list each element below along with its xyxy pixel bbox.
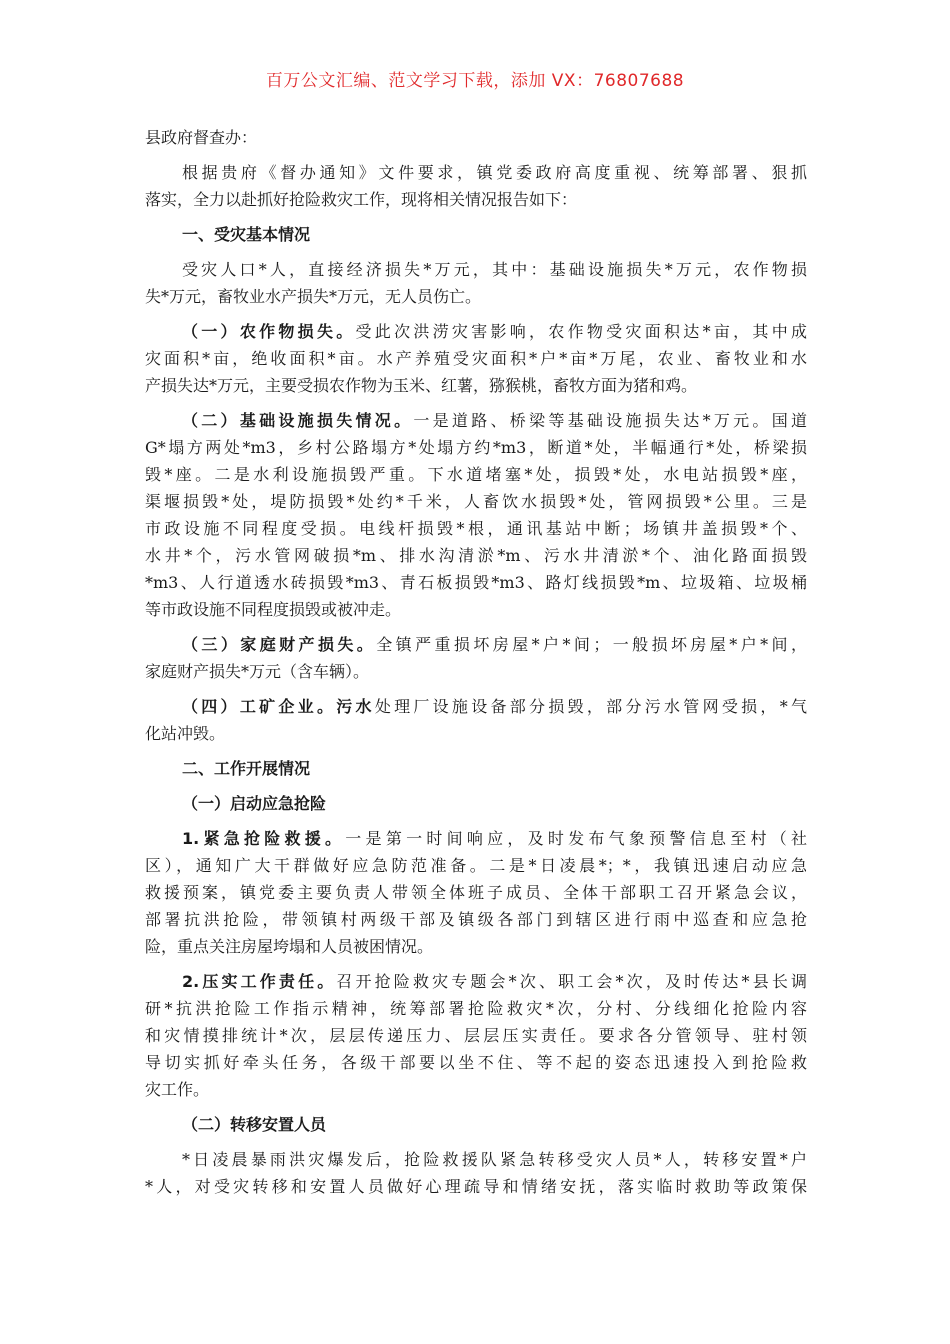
- enterprise-loss-label: （四）工矿企业。: [182, 697, 337, 716]
- crop-loss-label: （一）农作物损失。: [182, 322, 356, 341]
- section2-heading: 二、工作开展情况: [182, 759, 311, 778]
- intro-paragraph: 根据贵府《督办通知》文件要求，镇党委政府高度重视、统筹部署、狠抓 落实，全力以赴抓好抢险救灾工作，现将相关情况报告如下：: [145, 163, 807, 209]
- salutation: 县政府督查办：: [145, 128, 258, 147]
- subsection-emergency-heading: （一）启动应急抢险: [182, 794, 327, 813]
- household-loss-label: （三）家庭财产损失。: [182, 635, 377, 654]
- infrastructure-loss-paragraph: （二）基础设施损失情况。一是道路、桥梁等基础设施损失达*万元。国道 G*塌方两处*m3，乡村公路塌方*处塌方约*m3，断道*处，半幅通行*处，桥梁损 毁*座。二是水利设施损毁严重。下水道堵塞*处，损毁*处，水电站损毁*座， 渠堰损毁*处，堤防损毁*处约*千米，人畜饮水损毁*处，管网损毁*公里。三是 市政设施不同程度受损。电线杆损毁*根，通讯基站中断；场镇井盖损毁*个、 水井*个，污水管网破损*m、排水沟清淤*m、污水井清淤*个、油化路面损毁 *m3、人行道透水砖损毁*m3、青石板损毁*m3、路灯线损毁*m、垃圾箱、垃圾桶 等市政设施不同程度损毁或被冲走。: [145, 411, 807, 619]
- enterprise-loss-paragraph: （四）工矿企业。污水处理厂设施设备部分损毁，部分污水管网受损，*气 化站冲毁。: [145, 697, 807, 743]
- promo-banner: 百万公文汇编、范文学习下载，添加 VX：76807688: [265, 71, 685, 91]
- responsibility-paragraph: 2.压实工作责任。召开抢险救灾专题会*次、职工会*次，及时传达*县长调 研*抗洪抢险工作指示精神，统筹部署抢险救灾*次，分村、分线细化抢险内容 和灾情摸排统计*次，层层传递压力、层层压实责任。要求各分管领导、驻村领 导切实抓好牵头任务，各级干部要以坐不住、等不起的姿态迅速投入到抢险救 灾工作。: [145, 972, 807, 1099]
- relocation-paragraph: *日凌晨暴雨洪灾爆发后，抢险救援队紧急转移受灾人员*人，转移安置*户 *人，对受灾转移和安置人员做好心理疏导和情绪安抚，落实临时救助等政策保: [145, 1150, 807, 1196]
- crop-loss-paragraph: （一）农作物损失。受此次洪涝灾害影响，农作物受灾面积达*亩，其中成 灾面积*亩，绝收面积*亩。水产养殖受灾面积*户*亩*万尾，农业、畜牧业和水 产损失达*万元，主要受损农作物为玉米、红薯，猕猴桃，畜牧方面为猪和鸡。: [145, 322, 807, 395]
- emergency-rescue-paragraph: 1.紧急抢险救援。一是第一时间响应，及时发布气象预警信息至村（社 区），通知广大干群做好应急防范准备。二是*日凌晨*；*，我镇迅速启动应急 救援预案，镇党委主要负责人带领全体班子成员、全体干部职工召开紧急会议， 部署抗洪抢险，带领镇村两级干部及镇级各部门到辖区进行雨中巡查和应急抢 险，重点关注房屋垮塌和人员被困情况。: [145, 829, 807, 956]
- infrastructure-loss-label: （二）基础设施损失情况。: [182, 411, 414, 430]
- section1-heading: 一、受灾基本情况: [182, 225, 311, 244]
- section1-summary: 受灾人口*人，直接经济损失*万元，其中：基础设施损失*万元，农作物损 失*万元，畜牧业水产损失*万元，无人员伤亡。: [145, 260, 807, 306]
- responsibility-label: 2.压实工作责任。: [182, 972, 337, 991]
- emergency-rescue-label: 1.紧急抢险救援。: [182, 829, 346, 848]
- document-body: [145, 124, 807, 1208]
- subsection-relocation-heading: （二）转移安置人员: [182, 1115, 327, 1134]
- household-loss-paragraph: （三）家庭财产损失。全镇严重损坏房屋*户*间；一般损坏房屋*户*间， 家庭财产损失*万元（含车辆）。: [145, 635, 807, 681]
